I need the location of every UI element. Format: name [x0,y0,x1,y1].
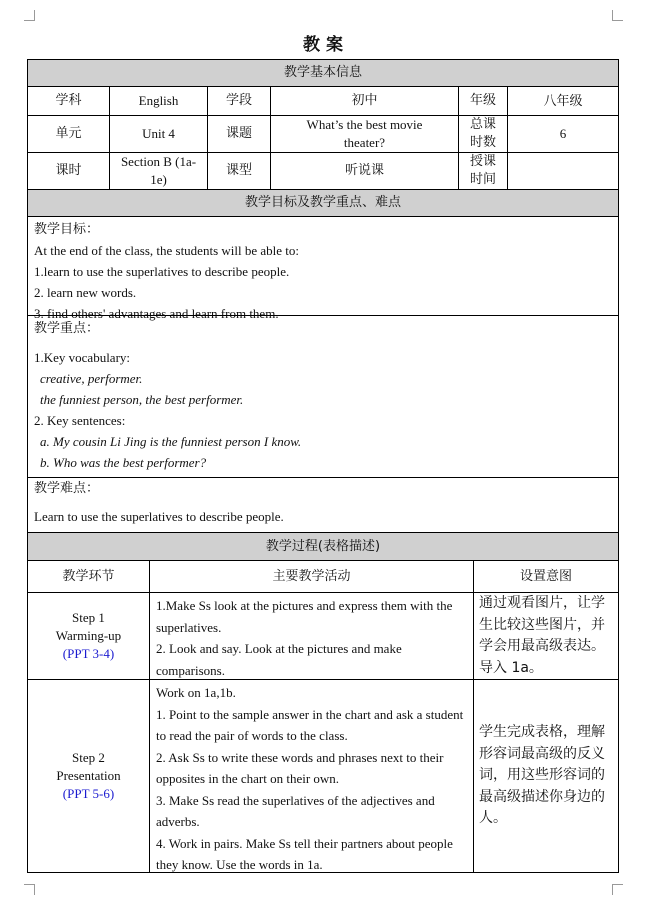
text: 学段 [225,93,252,108]
activity-line: 1. Point to the sample answer in the chart and ask a student to read the pair of words to the class. [156,706,464,743]
step-name [27,679,150,873]
text: 教学基本信息 [283,65,362,80]
text: 年级 [469,93,496,108]
info-cell [207,115,271,153]
text: Section B (1a-1e) [120,154,197,187]
intent-text: 通过观看图片，让学生比较这些图片，并学会用最高级表达。导入 1a。 [479,595,605,676]
activity-line: 2. Ask Ss to write these words and phrases next to their opposites in the chart on their own. [156,749,444,786]
info-cell [207,152,271,190]
text: 课型 [225,163,252,178]
objective-line: At the end of the class, the students will be able to: [34,243,299,258]
activity-line: Work on 1a,1b. [156,685,236,700]
step-intent [473,592,619,680]
process-col-header [27,560,150,593]
basic-info-header [27,59,619,87]
key-point-line: creative, performer. [40,371,143,386]
corner-mark [24,10,35,21]
text: Presentation [56,768,121,783]
text: 课题 [225,126,252,141]
key-point-line: a. My cousin Li Jing is the funniest person I know. [40,434,302,449]
info-cell [27,86,110,116]
objectives-section [27,216,619,321]
info-cell [458,152,508,190]
objective-line: 3. find others' advantages and learn from them. [34,306,279,321]
info-cell [109,115,208,153]
info-cell [109,152,208,190]
key-points-section [27,315,619,478]
text: 总课时数 [469,117,496,150]
key-point-line: the funniest person, the best performer. [40,392,244,407]
text: 教学过程(表格描述) [265,538,381,554]
difficulty-label: 教学难点： [34,481,100,496]
key-point-line: 2. Key sentences: [34,413,126,428]
ppt-ref: (PPT 3-4) [62,646,115,661]
text: 单元 [55,126,82,141]
activity-line: 4. Work in pairs. Make Ss tell their partners about people they know. Use the words in 1a. [156,835,453,872]
difficulty-text: Learn to use the superlatives to describe people. [34,509,284,524]
info-cell [507,152,619,190]
key-point-line: 1.Key vocabulary: [34,350,131,365]
text: English [138,93,179,108]
page-title: 教 案 [303,35,343,55]
step-activities [149,679,474,873]
info-cell [27,115,110,153]
text: 教学目标及教学重点、难点 [244,195,401,210]
info-cell [270,152,459,190]
text: 八年级 [543,93,583,108]
activity-line: 2. Look and say. Look at the pictures and make comparisons. [156,641,402,678]
text: 学科 [55,93,82,108]
text: 授课时间 [469,154,496,187]
objective-line: 2. learn new words. [34,285,137,300]
info-cell [270,115,459,153]
corner-mark [612,10,623,21]
text: What’s the best movie theater? [306,117,423,150]
info-cell [207,86,271,116]
text: Step 2 [72,750,105,765]
info-cell [507,115,619,153]
info-cell [27,152,110,190]
objectives-label: 教学目标： [34,222,100,237]
process-col-header [473,560,619,593]
info-cell [109,86,208,116]
text: 初中 [351,93,378,108]
text: Warming-up [55,628,122,643]
step-intent [473,679,619,873]
text: 6 [559,126,567,141]
goals-header [27,189,619,217]
text: 课时 [55,163,82,178]
text: Unit 4 [142,126,175,141]
text: 听说课 [344,163,384,178]
process-col-header [149,560,474,593]
objective-line: 1.learn to use the superlatives to describe people. [34,264,290,279]
step-activities [149,592,474,680]
intent-text: 学生完成表格，理解形容词最高级的反义词，用这些形容词的最高级描述你身边的人。 [479,724,605,827]
text: 教学环节 [62,568,115,584]
key-points-label: 教学重点： [34,321,100,336]
info-cell [458,86,508,116]
info-cell [507,86,619,116]
activity-line: 3. Make Ss read the superlatives of the adjectives and adverbs. [156,792,435,829]
difficulty-section [27,477,619,533]
process-header [27,532,619,561]
info-cell [270,86,459,116]
text: 主要教学活动 [272,568,351,584]
step-name [27,592,150,680]
corner-mark [612,884,623,895]
activity-line: 1.Make Ss look at the pictures and express them with the superlatives. [156,598,453,635]
info-cell [458,115,508,153]
ppt-ref: (PPT 5-6) [62,786,115,801]
key-point-line: b. Who was the best performer? [40,455,207,470]
text: 设置意图 [519,568,572,584]
text: Step 1 [72,610,105,625]
corner-mark [24,884,35,895]
